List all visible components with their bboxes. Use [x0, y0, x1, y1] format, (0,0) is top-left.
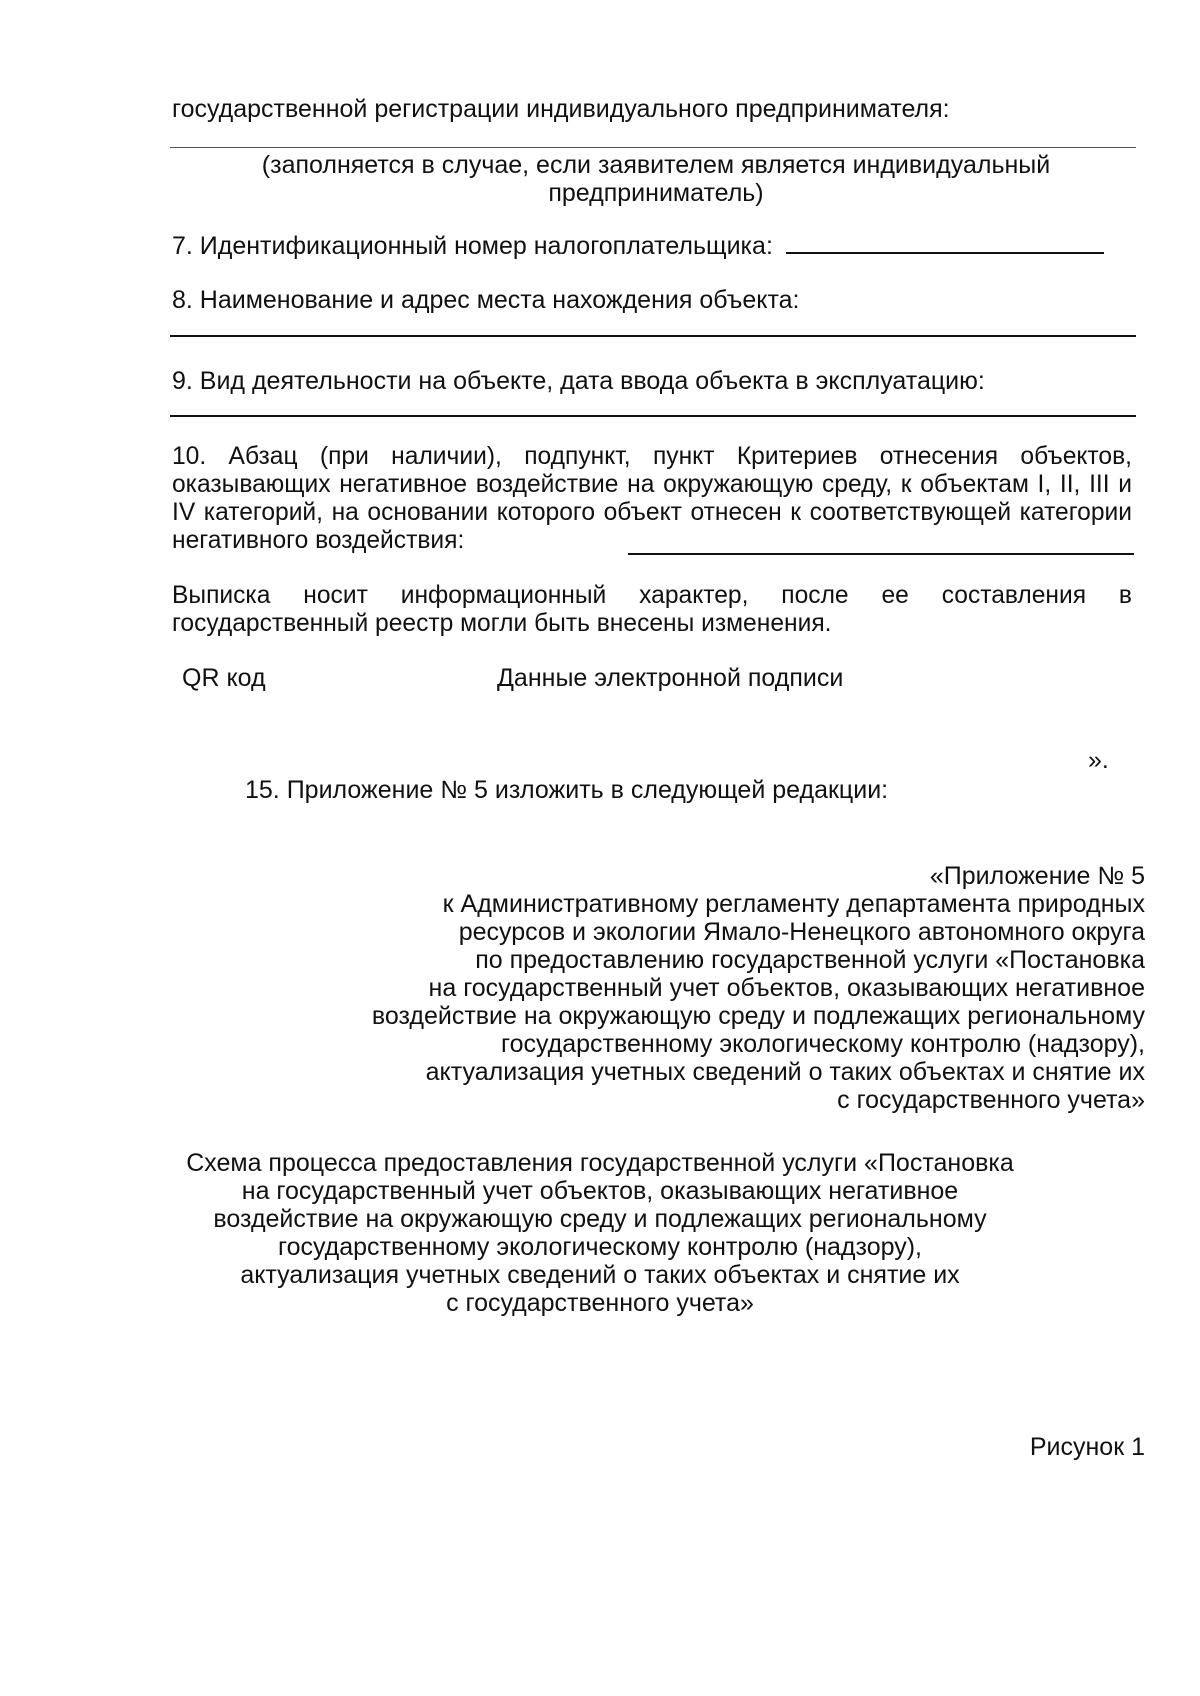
object-address-line: [170, 335, 1136, 337]
appendix-header-line: государственному экологическому контролю (надзору),: [501, 1030, 1145, 1058]
activity-line: [170, 415, 1136, 417]
appendix-header-line: к Административному регламенту департамента природных: [442, 890, 1145, 918]
item-10-text: 10. Абзац (при наличии), подпункт, пункт Критериев отнесения объектов, оказывающих негативное воздействие на окружающую среду, к объектам I, II, III и IV категорий, на основании которого объект отнесен к соответствующей категории негативного воздействия:: [172, 443, 1132, 554]
scheme-title-line: на государственный учет объектов, оказывающих негативное: [241, 1177, 959, 1205]
scheme-title-line: актуализация учетных сведений о таких объектах и снятие их: [240, 1261, 960, 1289]
appendix-header-line: «Приложение № 5: [929, 862, 1145, 890]
scheme-title-line: воздействие на окружающую среду и подлежащих региональному: [213, 1205, 987, 1233]
scheme-title: [150, 1149, 1050, 1317]
ip-registration-line: [170, 147, 1136, 148]
item-9: 9. Вид деятельности на объекте, дата ввода объекта в эксплуатацию:: [172, 367, 985, 395]
item-7: [172, 232, 1132, 260]
figure-label: Рисунок 1: [1029, 1433, 1145, 1461]
appendix-header-line: по предоставлению государственной услуги «Постановка: [475, 946, 1145, 974]
appendix-header: [300, 862, 1145, 1114]
item-10: [172, 443, 1132, 555]
continued-heading: государственной регистрации индивидуального предпринимателя:: [172, 95, 950, 123]
appendix-header-line: актуализация учетных сведений о таких объектах и снятие их: [425, 1058, 1145, 1086]
scheme-title-line: с государственного учета»: [446, 1289, 754, 1317]
scheme-title-line: Схема процесса предоставления государственной услуги «Постановка: [186, 1149, 1014, 1177]
item-8: 8. Наименование и адрес места нахождения объекта:: [172, 286, 800, 314]
appendix-header-line: ресурсов и экологии Ямало-Ненецкого автономного округа: [458, 918, 1145, 946]
closing-quote: ».: [1088, 746, 1109, 774]
electronic-signature-label: Данные электронной подписи: [497, 664, 844, 692]
item-15: 15. Приложение № 5 изложить в следующей редакции:: [245, 776, 889, 804]
qr-code-label: QR код: [182, 664, 266, 692]
appendix-header-line: воздействие на окружающую среду и подлежащих региональному: [371, 1002, 1145, 1030]
scheme-title-line: государственному экологическому контролю (надзору),: [278, 1233, 922, 1261]
inn-field-line: [786, 232, 1104, 254]
appendix-header-line: с государственного учета»: [837, 1086, 1145, 1114]
item-7-label: 7. Идентификационный номер налогоплательщика:: [172, 232, 773, 260]
criteria-field-line: [628, 553, 1134, 555]
appendix-header-line: на государственный учет объектов, оказывающих негативное: [428, 974, 1145, 1002]
extract-note: Выписка носит информационный характер, после ее составления в государственный реестр могли быть внесены изменения.: [172, 582, 1132, 637]
note-ip: (заполняется в случае, если заявителем является индивидуальный предприниматель): [261, 151, 1051, 207]
